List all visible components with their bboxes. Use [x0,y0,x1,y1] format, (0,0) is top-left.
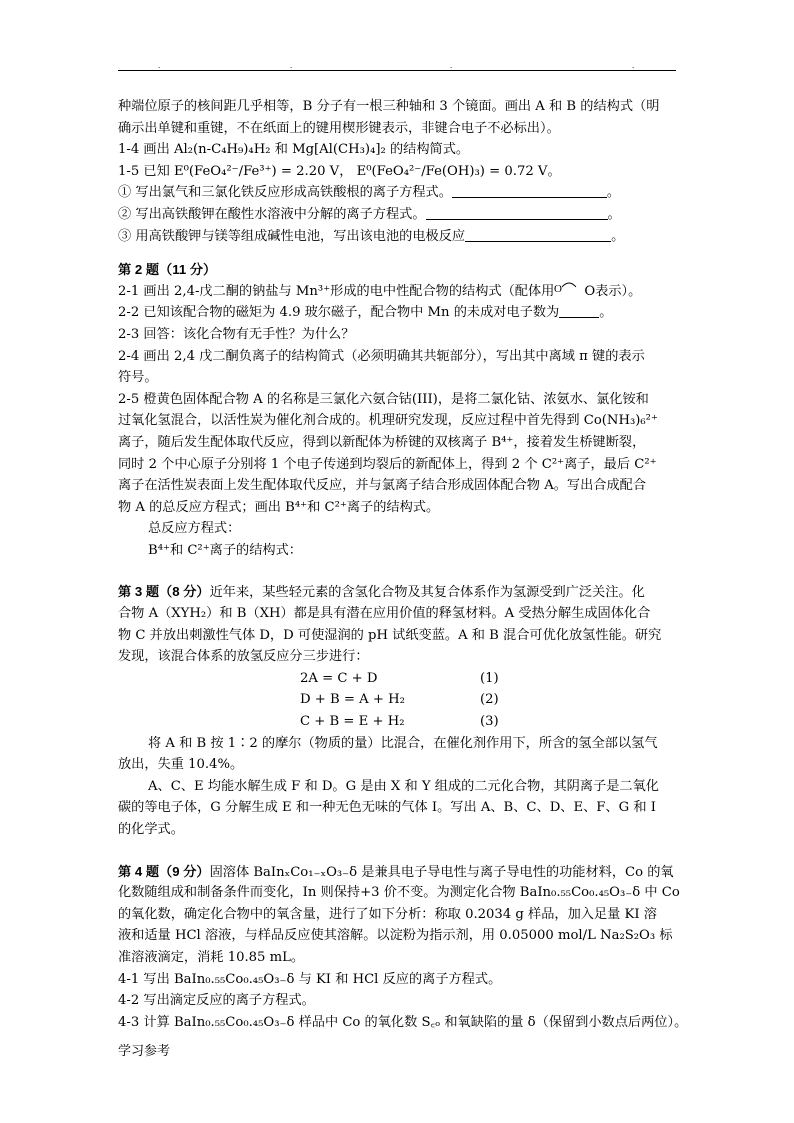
text-line: A、C、E 均能水解生成 F 和 D。G 是由 X 和 Y 组成的二元化合物，其阴离子是二氧化 [148,778,659,794]
text-line: 符号。 [118,370,158,386]
header-dot: . [632,62,635,70]
text-line: 物 A 的总反应方程式；画出 B⁴⁺和 C²⁺离子的结构式。 [118,499,440,515]
answer-prompt: B⁴⁺和 C²⁺离子的结构式： [148,542,302,558]
question-1-4: 1-4 画出 Al₂(n-C₄H₉)₄H₂ 和 Mg[Al(CH₃)₄]₂ 的结构简式。 [118,142,470,158]
text-line: 合物 A（XYH₂）和 B（XH）都是具有潜在应用价值的释氢材料。A 受热分解生成固体化合 [118,606,651,622]
sub-question-3: ③ 用高铁酸钾与镁等组成碱性电池，写出该电池的电极反应 。 [118,228,625,244]
answer-prompt: 总反应方程式： [148,521,241,537]
section-heading-3: 第 3 题（8 分）近年来，某些轻元素的含氢化合物及其复合体系作为氢源受到广泛关注。化 [118,584,645,601]
section-heading-2: 第 2 题（11 分） [118,262,217,278]
text-line: 种端位原子的核间距几乎相等，B 分子有一根三种轴和 3 个镜面。画出 A 和 B 的结构式（明 [118,99,660,114]
question-4-3: 4-3 计算 BaIn₀.₅₅Co₀.₄₅O₃₋δ 样品中 Co 的氧化数 S꜀ₒ 和氧缺陷的量 δ（保留到小数点后两位）。 [118,1014,688,1030]
text-line: 的氧化数，确定化合物中的氧含量，进行了如下分析：称取 0.2034 g 样品，加入足量 KI 溶 [118,906,657,922]
text-line: 将 A 和 B 按 1∶2 的摩尔（物质的量）比混合，在催化剂作用下，所含的氢全部以氢气 [148,735,658,751]
text-line: 的化学式。 [118,822,184,837]
document-body [118,96,688,1033]
answer-blank[interactable] [559,303,599,318]
page-footer: 学习参考 [118,1044,171,1059]
text-line: 离子，随后发生配体取代反应，得到以新配体为桥键的双核离子 B⁴⁺，接着发生桥键断裂， [118,434,646,450]
sub-question-2: ② 写出高铁酸钾在酸性水溶液中分解的离子方程式。 。 [118,206,621,222]
answer-blank[interactable] [452,183,607,198]
text-line: 液和适量 HCl 溶液，与样品反应使其溶解。以淀粉为指示剂，用 0.05000 mol/L Na₂S₂O₃ 标 [118,928,673,944]
section-heading-4: 第 4 题（9 分）固溶体 BaInₓCo₁₋ₓO₃₋δ 是兼具电子导电性与离子导电性的功能材料，Co 的氧 [118,863,674,880]
header-rule [118,70,676,71]
text-line: 过氧化氢混合，以活性炭为催化剂合成的。机理研究发现，反应过程中首先得到 Co(NH₃)₆²⁺ [118,413,658,429]
header-dot: . [290,62,293,70]
text-line: 放出，失重 10.4%。 [118,757,244,773]
ligand-arc-icon [554,281,584,293]
question-2-5: 2-5 橙黄色固体配合物 A 的名称是三氯化六氨合钴(III)，是将二氯化钴、浓氨水、氯化铵和 [118,391,649,407]
question-4-2: 4-2 写出滴定反应的离子方程式。 [118,993,315,1009]
question-2-3: 2-3 回答：该化合物有无手性？为什么？ [118,326,355,342]
answer-blank[interactable] [465,227,611,242]
text-line: 同时 2 个中心原子分别将 1 个电子传递到均裂后的新配体上，得到 2 个 C²⁺离子，最后 C²⁺ [118,456,657,472]
question-2-1: 2-1 画出 2,4-戊二酮的钠盐与 Mn³⁺形成的电中性配合物的结构式（配体用 O O表示）。 [118,282,642,299]
header-dot: . [158,62,161,70]
sub-question-1: ① 写出氯气和三氯化铁反应形成高铁酸根的离子方程式。 。 [118,185,621,201]
reaction-equation: 2A = C + D (1) [300,670,499,686]
text-line: 化数随组成和制备条件而变化，In 则保持+3 价不变。为测定化合物 BaIn₀.₅₅Co₀.₄₅O₃₋δ 中 Co [118,885,680,901]
text-line: 准溶液滴定，消耗 10.85 mL。 [118,949,305,965]
reaction-equation: D + B = A + H₂ (2) [300,692,499,708]
reaction-equation: C + B = E + H₂ (3) [300,714,499,730]
text-line: 确示出单键和重键，不在纸面上的键用楔形键表示，非键合电子不必标出）。 [118,120,560,136]
question-4-1: 4-1 写出 BaIn₀.₅₅Co₀.₄₅O₃₋δ 与 KI 和 HCl 反应的离子方程式。 [118,971,502,987]
header-dot: . [450,62,453,70]
text-line: 离子在活性炭表面上发生配体取代反应，并与氯离子结合形成固体配合物 A。写出合成配合 [118,478,647,494]
question-1-5: 1-5 已知 E⁰(FeO₄²⁻/Fe³⁺) = 2.20 V， E⁰(FeO₄²⁻/Fe(OH)₃) = 0.72 V。 [118,163,561,179]
text-line: 物 C 并放出刺激性气体 D，D 可使湿润的 pH 试纸变蓝。A 和 B 混合可优化放氢性能。研究 [118,627,662,643]
question-2-2: 2-2 已知该配合物的磁矩为 4.9 玻尔磁子，配合物中 Mn 的未成对电子数为 。 [118,305,613,321]
answer-blank[interactable] [426,205,608,220]
svg-text:O: O [554,282,563,293]
text-line: 碳的等电子体，G 分解生成 E 和一种无色无味的气体 I。写出 A、B、C、D、E、F、G 和 I [118,800,656,816]
text-line: 发现，该混合体系的放氢反应分三步进行： [118,649,369,665]
question-2-4: 2-4 画出 2,4 戊二酮负离子的结构简式（必须明确其共轭部分），写出其中离域 π 键的表示 [118,348,645,364]
